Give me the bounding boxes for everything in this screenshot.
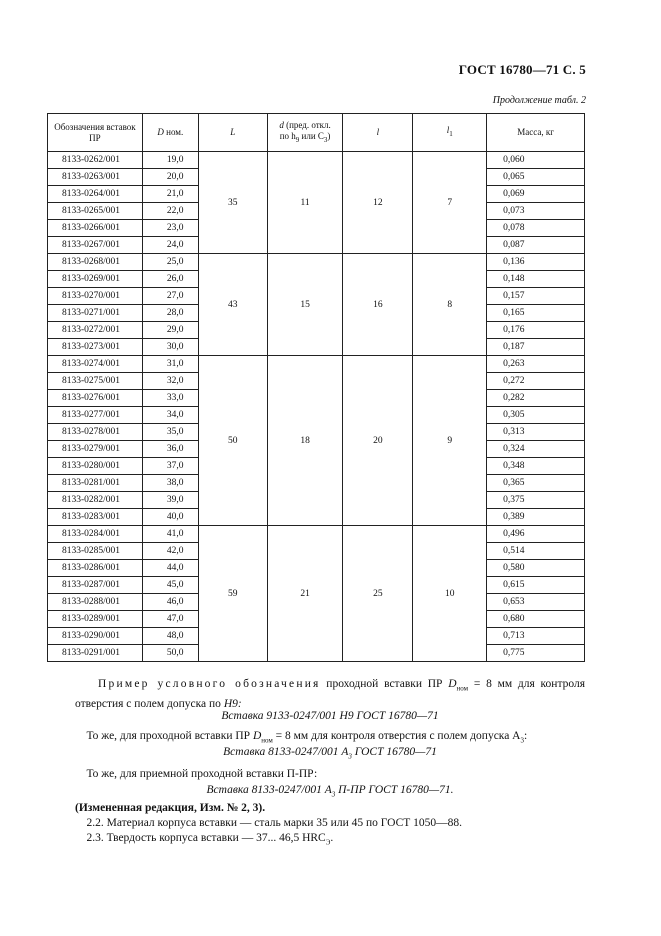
cell-mass: 0,065: [487, 169, 585, 186]
cell-d-nom: 32,0: [142, 373, 198, 390]
cell-designation: 8133-0276/001: [48, 390, 143, 407]
table-row: [48, 254, 585, 271]
cell-d-nom: 27,0: [142, 288, 198, 305]
cell-mass: 0,514: [487, 543, 585, 560]
cell-mass: 0,713: [487, 628, 585, 645]
cell-designation: 8133-0268/001: [48, 254, 143, 271]
cell-d: 11: [267, 152, 343, 254]
cell-mass: 0,615: [487, 577, 585, 594]
col-l1: $l_1$: [413, 114, 487, 152]
cell-designation: 8133-0271/001: [48, 305, 143, 322]
cell-d-nom: 40,0: [142, 509, 198, 526]
cell-d: 15: [267, 254, 343, 356]
cell-designation: 8133-0282/001: [48, 492, 143, 509]
cell-designation: 8133-0264/001: [48, 186, 143, 203]
cell-designation: 8133-0277/001: [48, 407, 143, 424]
cell-d-nom: 45,0: [142, 577, 198, 594]
cell-designation: 8133-0274/001: [48, 356, 143, 373]
cell-mass: 0,496: [487, 526, 585, 543]
cell-d-nom: 44,0: [142, 560, 198, 577]
cell-mass: 0,069: [487, 186, 585, 203]
example-designation-1: Вставка 9133-0247/001 H9 ГОСТ 16780—71: [221, 710, 439, 722]
cell-l1: 9: [413, 356, 487, 526]
cell-designation: 8133-0263/001: [48, 169, 143, 186]
cell-d: 18: [267, 356, 343, 526]
cell-mass: 0,305: [487, 407, 585, 424]
cell-L: 43: [198, 254, 267, 356]
example-designation-3: Вставка 8133-0247/001 $А_3$ П-ПР ГОСТ 16780—71.: [206, 784, 454, 799]
cell-mass: 0,078: [487, 220, 585, 237]
clause-2-2: 2.2. Материал корпуса вставки — сталь марки 35 или 45 по ГОСТ 1050—88.: [86, 817, 463, 829]
example-designation-2: Вставка 8133-0247/001 $А_3$ ГОСТ 16780—71: [223, 746, 437, 761]
cell-designation: 8133-0284/001: [48, 526, 143, 543]
cell-mass: 0,263: [487, 356, 585, 373]
cell-designation: 8133-0270/001: [48, 288, 143, 305]
cell-d-nom: 33,0: [142, 390, 198, 407]
cell-mass: 0,060: [487, 152, 585, 169]
cell-d-nom: 36,0: [142, 441, 198, 458]
cell-mass: 0,165: [487, 305, 585, 322]
cell-designation: 8133-0266/001: [48, 220, 143, 237]
cell-d: 21: [267, 526, 343, 662]
cell-l1: 10: [413, 526, 487, 662]
cell-mass: 0,073: [487, 203, 585, 220]
table-row: [48, 152, 585, 169]
cell-d-nom: 42,0: [142, 543, 198, 560]
cell-mass: 0,282: [487, 390, 585, 407]
cell-designation: 8133-0281/001: [48, 475, 143, 492]
col-L: L: [198, 114, 267, 152]
paragraph-same-pr: То же, для проходной вставки ПР $D_{ном} = 8$ мм для контроля отверстия с полем допуска $А_3$:: [86, 730, 528, 745]
cell-d-nom: 39,0: [142, 492, 198, 509]
cell-designation: 8133-0273/001: [48, 339, 143, 356]
cell-designation: 8133-0286/001: [48, 560, 143, 577]
cell-mass: 0,348: [487, 458, 585, 475]
cell-mass: 0,087: [487, 237, 585, 254]
cell-designation: 8133-0291/001: [48, 645, 143, 662]
cell-designation: 8133-0279/001: [48, 441, 143, 458]
cell-mass: 0,176: [487, 322, 585, 339]
cell-designation: 8133-0265/001: [48, 203, 143, 220]
clause-2-3: 2.3. Твердость корпуса вставки — 37... 46,5 $HRC_Э$.: [86, 832, 334, 847]
cell-d-nom: 24,0: [142, 237, 198, 254]
cell-d-nom: 21,0: [142, 186, 198, 203]
col-d-nom: D ном.: [142, 114, 198, 152]
cell-mass: 0,680: [487, 611, 585, 628]
cell-d-nom: 41,0: [142, 526, 198, 543]
cell-l: 20: [343, 356, 413, 526]
amendment-note: (Измененная редакция, Изм. № 2, 3).: [75, 802, 266, 814]
cell-designation: 8133-0280/001: [48, 458, 143, 475]
cell-d-nom: 31,0: [142, 356, 198, 373]
cell-designation: 8133-0275/001: [48, 373, 143, 390]
cell-L: 35: [198, 152, 267, 254]
cell-l: 12: [343, 152, 413, 254]
cell-l: 16: [343, 254, 413, 356]
cell-designation: 8133-0272/001: [48, 322, 143, 339]
col-designation: Обозначения вставок ПР: [48, 114, 143, 152]
cell-l1: 7: [413, 152, 487, 254]
cell-mass: 0,653: [487, 594, 585, 611]
cell-d-nom: 28,0: [142, 305, 198, 322]
cell-d-nom: 38,0: [142, 475, 198, 492]
cell-d-nom: 22,0: [142, 203, 198, 220]
col-l: l: [343, 114, 413, 152]
cell-designation: 8133-0288/001: [48, 594, 143, 611]
table-continuation-note: Продолжение табл. 2: [492, 95, 586, 106]
cell-mass: 0,136: [487, 254, 585, 271]
cell-mass: 0,157: [487, 288, 585, 305]
table-row: [48, 526, 585, 543]
cell-d-nom: 35,0: [142, 424, 198, 441]
cell-d-nom: 37,0: [142, 458, 198, 475]
cell-d-nom: 46,0: [142, 594, 198, 611]
cell-mass: 0,324: [487, 441, 585, 458]
cell-d-nom: 30,0: [142, 339, 198, 356]
cell-designation: 8133-0290/001: [48, 628, 143, 645]
cell-designation: 8133-0269/001: [48, 271, 143, 288]
cell-d-nom: 19,0: [142, 152, 198, 169]
cell-designation: 8133-0267/001: [48, 237, 143, 254]
cell-d-nom: 20,0: [142, 169, 198, 186]
cell-mass: 0,580: [487, 560, 585, 577]
cell-designation: 8133-0285/001: [48, 543, 143, 560]
cell-d-nom: 25,0: [142, 254, 198, 271]
cell-d-nom: 23,0: [142, 220, 198, 237]
paragraph-same-p-pr: То же, для приемной проходной вставки П-ПР:: [86, 768, 318, 780]
cell-l: 25: [343, 526, 413, 662]
cell-d-nom: 48,0: [142, 628, 198, 645]
cell-d-nom: 50,0: [142, 645, 198, 662]
cell-designation: 8133-0278/001: [48, 424, 143, 441]
cell-L: 59: [198, 526, 267, 662]
cell-l1: 8: [413, 254, 487, 356]
cell-d-nom: 47,0: [142, 611, 198, 628]
cell-designation: 8133-0262/001: [48, 152, 143, 169]
cell-d-nom: 26,0: [142, 271, 198, 288]
cell-mass: 0,187: [487, 339, 585, 356]
dimensions-table: [47, 113, 585, 662]
cell-designation: 8133-0289/001: [48, 611, 143, 628]
cell-mass: 0,313: [487, 424, 585, 441]
col-d: d (пред. откл. по $h_9$ или $С_3$): [267, 114, 343, 152]
col-mass: Масса, кг: [487, 114, 585, 152]
page-header: ГОСТ 16780—71 С. 5: [458, 62, 586, 77]
cell-mass: 0,389: [487, 509, 585, 526]
cell-mass: 0,272: [487, 373, 585, 390]
cell-L: 50: [198, 356, 267, 526]
cell-designation: 8133-0283/001: [48, 509, 143, 526]
cell-mass: 0,148: [487, 271, 585, 288]
table-row: [48, 356, 585, 373]
cell-d-nom: 34,0: [142, 407, 198, 424]
cell-mass: 0,375: [487, 492, 585, 509]
cell-mass: 0,775: [487, 645, 585, 662]
table-header-row: [48, 114, 585, 152]
cell-mass: 0,365: [487, 475, 585, 492]
cell-designation: 8133-0287/001: [48, 577, 143, 594]
example-paragraph: Пример условного обозначения проходной вставки ПР $D_{ном} = 8$ мм для контроля отверстия с полем допуска по H9:: [75, 678, 586, 711]
cell-d-nom: 29,0: [142, 322, 198, 339]
